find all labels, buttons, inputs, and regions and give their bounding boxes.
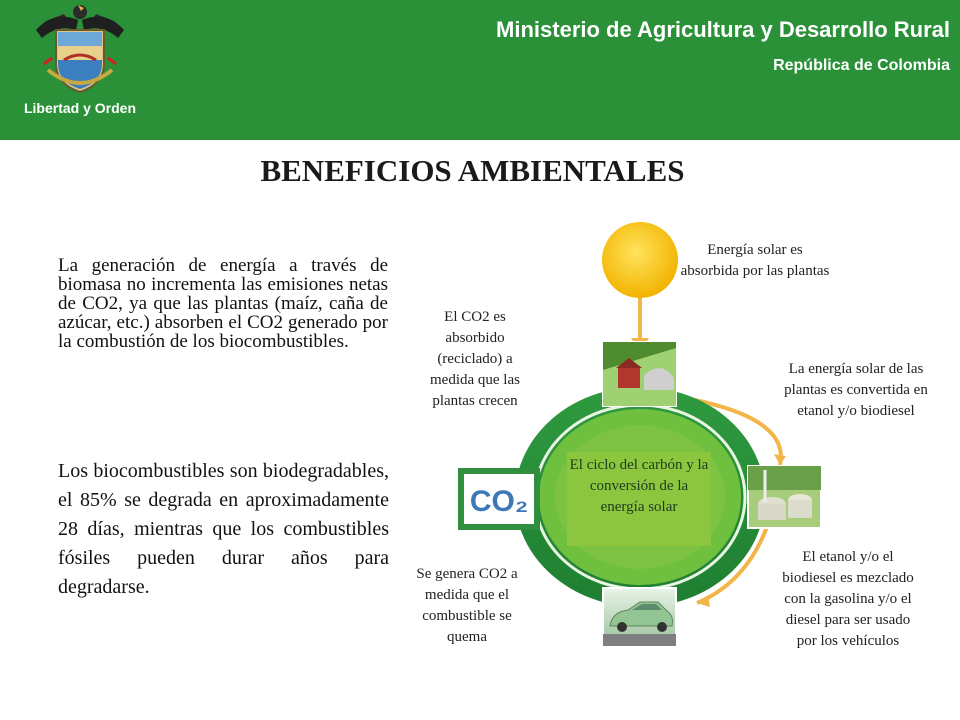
page-title: BENEFICIOS AMBIENTALES [260, 153, 685, 188]
sun-icon [602, 222, 678, 298]
cycle-center-label: El ciclo del carbón y la conversión de la energía solar [567, 452, 711, 546]
label-co2-absorbed: El CO2 es absorbido (reciclado) a medida que las plantas crecen [430, 309, 520, 409]
coat-of-arms-icon [34, 0, 126, 100]
paragraph-biodegradable: Los biocombustibles son biodegradables, el 85% se degrada en aproximadamente 28 días, mientras que los combustibles fósiles pueden durar años para degradarse. [58, 460, 389, 598]
farm-icon [603, 342, 676, 406]
co2-icon [458, 468, 540, 530]
car-icon [603, 588, 676, 646]
ministry-name: Ministerio de Agricultura y Desarrollo Rural [496, 17, 950, 42]
svg-text:CO₂: CO₂ [469, 485, 529, 518]
label-energy-conversion: La energía solar de las plantas es convertida en etanol y/o biodiesel [784, 361, 928, 419]
label-fuel-mixing: El etanol y/o el biodiesel es mezclado con la gasolina y/o el diesel para ser usado por los vehículos [782, 549, 914, 649]
ethanol-plant-icon [748, 466, 821, 528]
motto-text: Libertad y Orden [23, 100, 137, 116]
label-sun-energy: Energía solar es absorbida por las plantas [680, 242, 830, 279]
label-co2-generated: Se genera CO2 a medida que el combustible se quema [416, 566, 518, 645]
header-bar [0, 0, 960, 140]
paragraph-biomass: La generación de energía a través de biomasa no incrementa las emisiones netas de CO2, ya que las plantas (maíz, caña de azúcar, etc.) absorben el CO2 generado por la combustión de los biocombustibles. [58, 255, 388, 352]
republic-name: República de Colombia [773, 57, 950, 74]
